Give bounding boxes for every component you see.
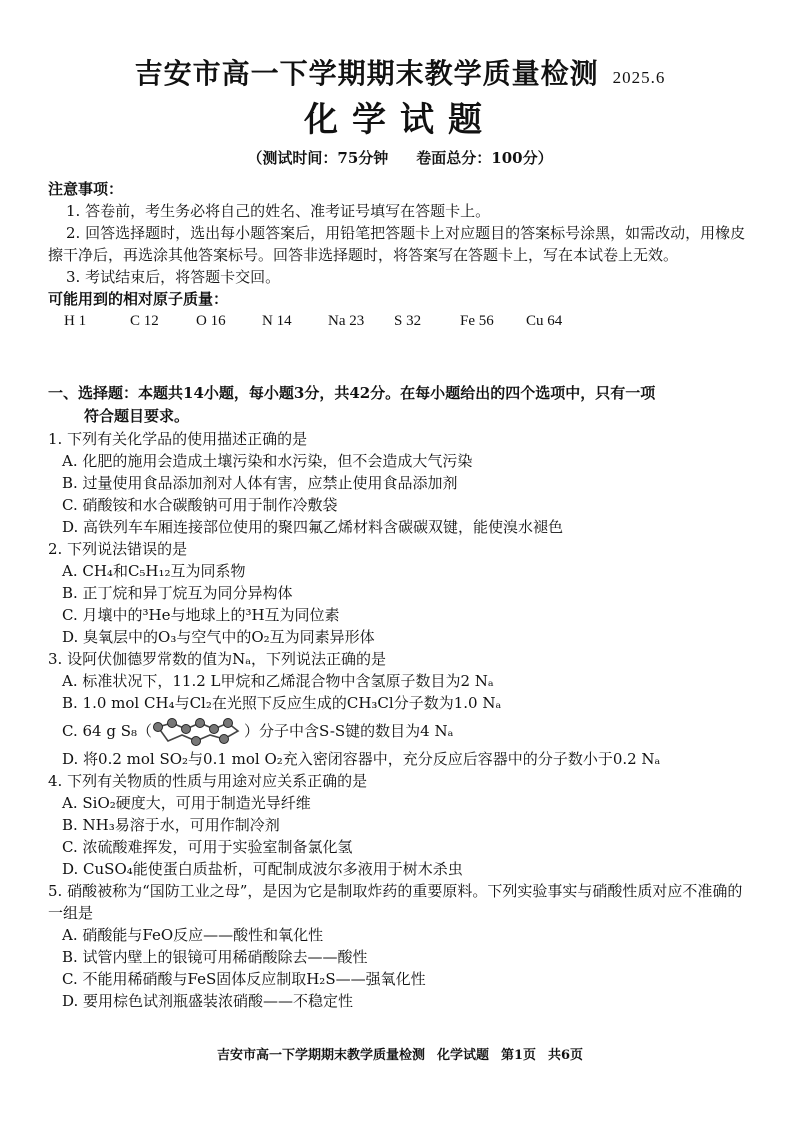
section-one-heading [48,382,748,428]
option-c: C. 月壤中的³He与地球上的³H互为同位素 [62,606,340,624]
s8-molecule-icon [152,717,244,747]
option-c: C. 浓硫酸难挥发，可用于实验室制备氯化氢 [62,838,353,856]
footer-title: 吉安市高一下学期期末教学质量检测 [216,1048,425,1063]
note-item-3: 3. 考试结束后，将答题卡交回。 [66,268,281,286]
question-stem: 5. 硝酸被称为“国防工业之母”，是因为它是制取炸药的重要原料。下列实验事实与硝酸性质对应不准确的一组是 [48,882,743,922]
atomic-mass-item: Fe 56 [460,313,494,329]
atomic-mass-item: N 14 [262,313,292,329]
footer-page-number: 第1页 [500,1048,537,1063]
test-time: （测试时间：75分钟 [247,149,389,167]
question-5 [48,880,748,1012]
option-a: A. 标准状况下，11.2 L甲烷和乙烯混合物中含氢原子数目为2 Nₐ [62,672,494,690]
exam-meta [0,147,800,168]
option-c [48,714,748,748]
page-footer [0,1044,800,1063]
note-item-1: 1. 答卷前，考生务必将自己的姓名、准考证号填写在答题卡上。 [66,202,491,220]
atomic-mass-item: Cu 64 [526,313,563,329]
option-d: D. 将0.2 mol SO₂与0.1 mol O₂充入密闭容器中，充分反应后容器中的分子数小于0.2 Nₐ [62,750,661,768]
subject-title: 化学试题 [304,100,496,140]
note-item-2: 2. 回答选择题时，选出每小题答案后，用铅笔把答题卡上对应题目的答案标号涂黑，如需改动，用橡皮擦干净后，再选涂其他答案标号。回答非选择题时，将答案写在答题卡上，写在本试卷上无效。 [48,224,746,264]
atomic-mass-item: S 32 [394,313,422,329]
question-4 [48,770,748,880]
option-d: D. 要用棕色试剂瓶盛装浓硝酸——不稳定性 [62,992,354,1010]
option-d: D. 高铁列车车厢连接部位使用的聚四氟乙烯材料含碳碳双键，能使溴水褪色 [62,518,564,536]
total-score: 卷面总分：100分） [416,149,553,167]
option-b: B. 正丁烷和异丁烷互为同分异构体 [62,584,293,602]
footer-subject: 化学试题 [436,1048,489,1063]
section-one-line1: 一、选择题：本题共14小题，每小题3分，共42分。在每小题给出的四个选项中，只有一项 [48,384,656,402]
option-b: B. NH₃易溶于水，可用作制冷剂 [62,816,280,834]
option-b: B. 试管内壁上的银镜可用稀硝酸除去——酸性 [62,948,368,966]
exam-date: 2025.6 [612,68,666,87]
notes-title: 注意事项： [48,180,124,198]
atomic-mass-item: H 1 [64,313,87,329]
question-3 [48,648,748,770]
question-stem: 4. 下列有关物质的性质与用途对应关系正确的是 [48,772,368,790]
option-a: A. CH₄和C₅H₁₂互为同系物 [62,562,246,580]
question-stem: 1. 下列有关化学品的使用描述正确的是 [48,430,308,448]
option-d: D. 臭氧层中的O₃与空气中的O₂互为同素异形体 [62,628,375,646]
exam-title-row [0,52,800,92]
atomic-mass-title: 可能用到的相对原子质量： [48,290,229,308]
question-stem: 2. 下列说法错误的是 [48,540,188,558]
atomic-mass-item: C 12 [130,313,159,329]
option-d: D. CuSO₄能使蛋白质盐析，可配制成波尔多液用于树木杀虫 [62,860,463,878]
footer-total-pages: 共6页 [548,1048,584,1063]
atomic-mass-item: Na 23 [328,313,365,329]
question-stem: 3. 设阿伏伽德罗常数的值为Nₐ，下列说法正确的是 [48,650,386,668]
option-a: A. 化肥的施用会造成土壤污染和水污染，但不会造成大气污染 [62,452,473,470]
atomic-mass-list [48,310,748,332]
option-a: A. SiO₂硬度大，可用于制造光导纤维 [62,794,311,812]
question-2 [48,538,748,648]
option-b: B. 1.0 mol CH₄与Cl₂在光照下反应生成的CH₃Cl分子数为1.0 Nₐ [62,694,502,712]
atomic-mass-item: O 16 [196,313,226,329]
section-one-line2: 符合题目要求。 [84,407,190,425]
option-c: C. 硝酸铵和水合碳酸钠可用于制作冷敷袋 [62,496,338,514]
section-one [48,382,748,1012]
option-a: A. 硝酸能与FeO反应——酸性和氧化性 [62,926,324,944]
option-c: C. 不能用稀硝酸与FeS固体反应制取H₂S——强氧化性 [62,970,426,988]
notes-section [48,178,748,332]
option-c-suffix: ）分子中含S-S键的数目为4 Nₐ [244,722,454,740]
question-1 [48,428,748,538]
exam-title: 吉安市高一下学期期末教学质量检测 [134,57,599,90]
option-b: B. 过量使用食品添加剂对人体有害，应禁止使用食品添加剂 [62,474,458,492]
option-c-prefix: C. 64 g S₈（ [62,722,152,740]
